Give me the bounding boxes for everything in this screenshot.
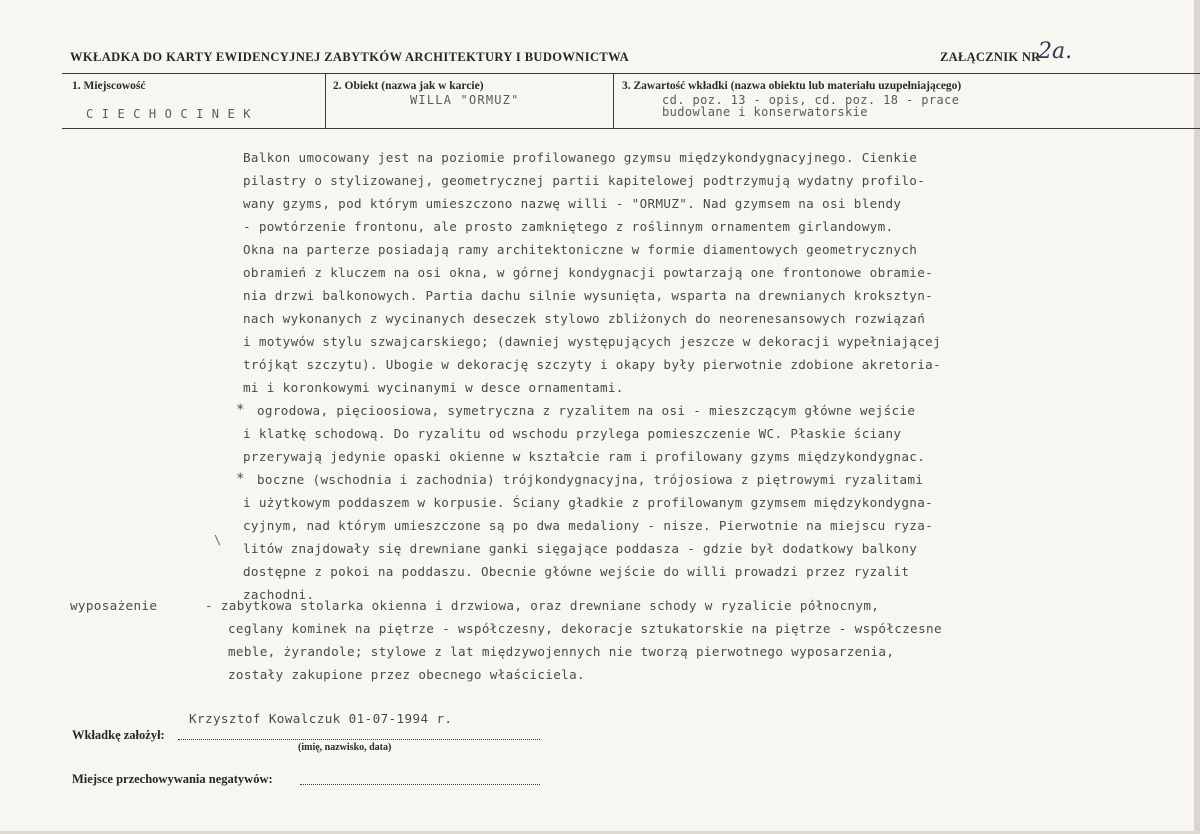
author-label: Wkładkę założył: — [72, 728, 165, 742]
equipment-line: - zabytkowa stolarka okienna i drzwiowa, oraz drewniane schody w ryzalicie północnym, — [205, 598, 880, 613]
equipment-label: wyposażenie — [70, 598, 158, 613]
body-line: boczne (wschodnia i zachodnia) trójkondygnacyjna, trójosiowa z piętrowymi ryzalitami — [257, 472, 924, 487]
margin-tick-mark: \ — [214, 533, 222, 547]
equipment-line: meble, żyrandole; stylowe z lat międzywojennych nie tworzą pierwotnego wyposarzenia, — [228, 644, 895, 659]
bullet-marker: * — [236, 402, 245, 418]
body-line: nia drzwi balkonowych. Partia dachu silnie wysunięta, wsparta na drewnianych kroksztyn- — [243, 288, 934, 303]
body-line: i klatkę schodową. Do ryzalitu od wschodu przylega pomieszczenie WC. Płaskie ściany — [243, 426, 902, 441]
body-line: przerywają jedynie opaski okienne w kształcie ram i profilowany gzyms międzykondygnac. — [243, 449, 926, 464]
equipment-line: ceglany kominek na piętrze - współczesny, dekoracje sztukatorskie na piętrze - współczesne — [228, 621, 942, 636]
equipment-line: zostały zakupione przez obecnego właściciela. — [228, 667, 585, 682]
content-line: cd. poz. 13 - opis, cd. poz. 18 - prace — [662, 93, 960, 107]
page-edge-right — [1194, 0, 1200, 834]
body-line: dostępne z pokoi na poddaszu. Obecnie główne wejście do willi prowadzi przez ryzalit — [243, 564, 910, 579]
object-label: 2. Obiekt (nazwa jak w karcie) — [333, 80, 484, 92]
annex-label: ZAŁĄCZNIK NR — [940, 50, 1041, 64]
body-line: obramień z kluczem na osi okna, w górnej kondygnacji powtarzają one frontonowe obramie- — [243, 265, 934, 280]
body-line: trójkąt szczytu). Ubogie w dekorację szczyty i okapy były pierwotnie zdobione akretoria- — [243, 357, 942, 372]
header-bottom-rule — [62, 128, 1200, 129]
header-top-rule — [62, 73, 1200, 74]
negatives-label: Miejsce przechowywania negatywów: — [72, 772, 273, 786]
body-line: nach wykonanych z wycinanych deseczek stylowo zbliżonych do neorenesansowych rozwiązań — [243, 311, 926, 326]
body-line: cyjnym, nad którym umieszczone są po dwa medaliony - nisze. Pierwotnie na miejscu ryza- — [243, 518, 934, 533]
form-title: WKŁADKA DO KARTY EWIDENCYJNEJ ZABYTKÓW ARCHITEKTURY I BUDOWNICTWA — [70, 50, 630, 64]
bullet-marker: * — [236, 471, 245, 487]
negatives-dotted-line — [300, 784, 540, 785]
body-line: i użytkowym poddaszem w korpusie. Ściany gładkie z profilowanym gzymsem międzykondygna- — [243, 495, 934, 510]
field-divider-2 — [613, 74, 614, 128]
annex-number: 2a. — [1038, 39, 1073, 64]
author-dotted-line — [178, 739, 540, 740]
body-line: ogrodowa, pięcioosiowa, symetryczna z ryzalitem na osi - mieszczącym główne wejście — [257, 403, 916, 418]
body-line: Balkon umocowany jest na poziomie profilowanego gzymsu międzykondygnacyjnego. Cienkie — [243, 150, 918, 165]
object-value: WILLA "ORMUZ" — [410, 93, 520, 107]
body-line: zachodni. — [243, 587, 315, 602]
field-divider-1 — [325, 74, 326, 128]
body-line: - powtórzenie frontonu, ale prosto zamkniętego z roślinnym ornamentem girlandowym. — [243, 219, 894, 234]
body-line: litów znajdowały się drewniane ganki sięgające poddasza - gdzie był dodatkowy balkony — [243, 541, 918, 556]
body-line: Okna na parterze posiadają ramy architektoniczne w formie diamentowych geometrycznych — [243, 242, 918, 257]
author-caption: (imię, nazwisko, data) — [298, 742, 392, 753]
body-line: pilastry o stylizowanej, geometrycznej partii kapitelowej podtrzymują wydatny profilo- — [243, 173, 926, 188]
body-line: i motywów stylu szwajcarskiego; (dawniej występujących jeszcze w dekoracji wypełniającej — [243, 334, 942, 349]
body-line: wany gzyms, pod którym umieszczono nazwę willi - "ORMUZ". Nad gzymsem na osi blendy — [243, 196, 902, 211]
content-line: budowlane i konserwatorskie — [662, 105, 868, 119]
locality-value: CIECHOCINEK — [86, 107, 259, 121]
body-line: mi i koronkowymi wycinanymi w desce ornamentami. — [243, 380, 624, 395]
author-value: Krzysztof Kowalczuk 01-07-1994 r. — [189, 711, 453, 726]
content-label: 3. Zawartość wkładki (nazwa obiektu lub materiału uzupełniającego) — [622, 80, 962, 92]
locality-label: 1. Miejscowość — [72, 80, 146, 92]
